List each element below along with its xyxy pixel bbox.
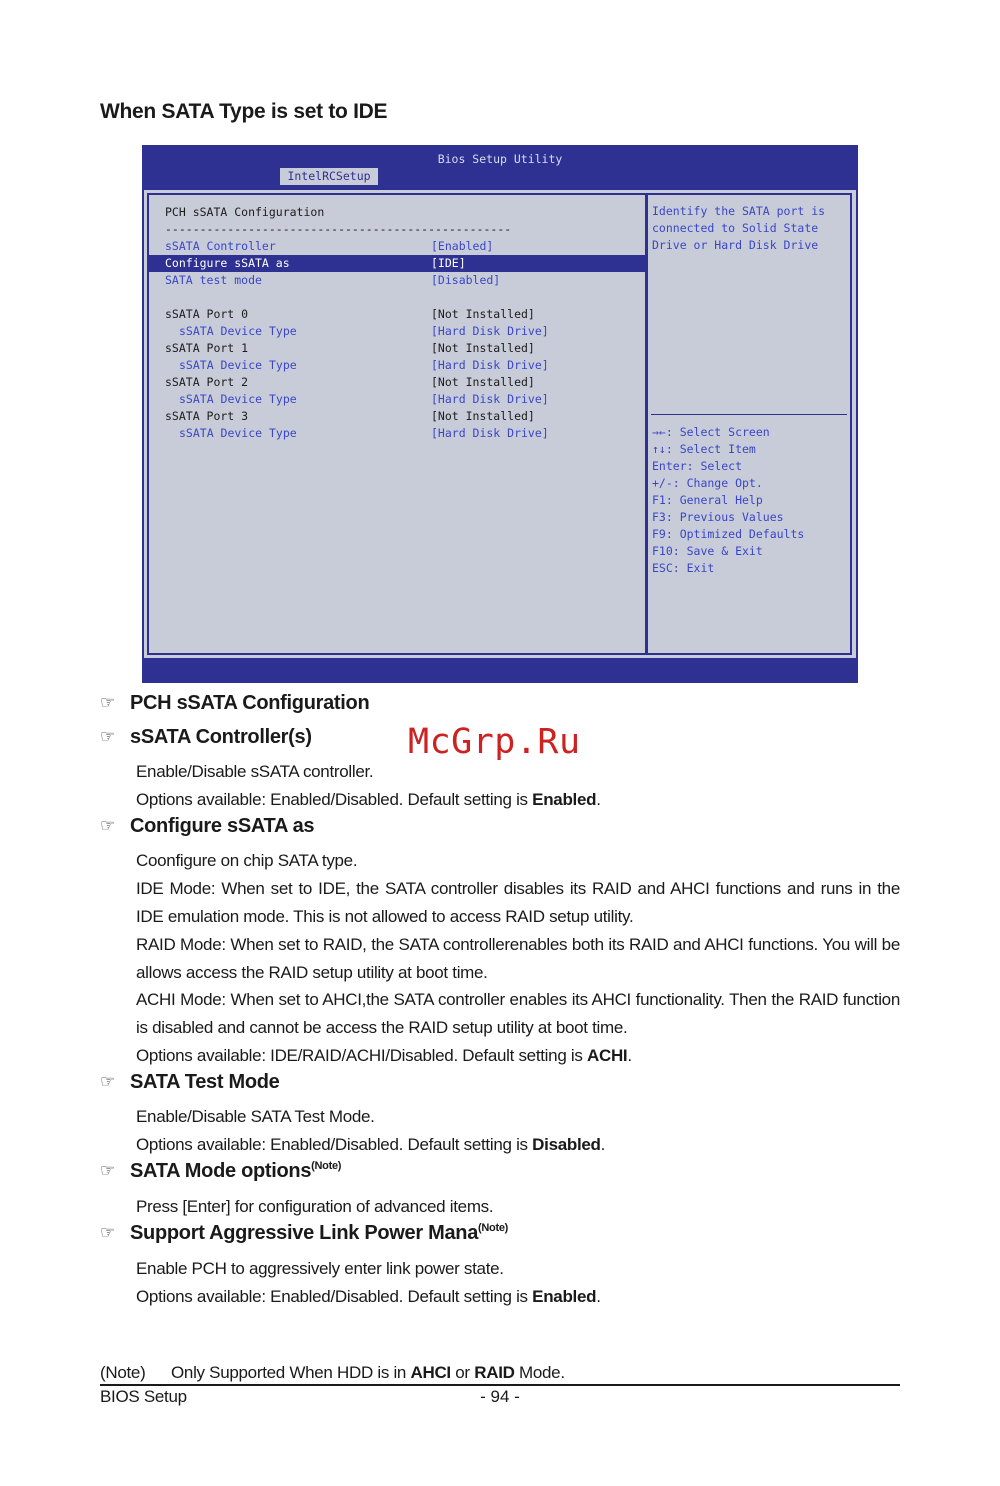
key-hint: ↑↓: Select Item — [652, 442, 756, 456]
section-title: Support Aggressive Link Power Mana — [130, 1222, 479, 1244]
pointing-hand-icon: ☞ — [100, 1072, 115, 1091]
paragraph-raid-mode: RAID Mode: When set to RAID, the SATA controllerenables both its RAID and AHCI functions. You will be allows access the RAID setup utility at boot time. — [136, 935, 900, 982]
footnote: (Note) Only Supported When HDD is in AHCI or RAID Mode. — [100, 1363, 565, 1382]
watermark: McGrp.Ru — [408, 722, 581, 762]
port-1-status: [Not Installed] — [431, 341, 535, 355]
key-hint: F10: Save & Exit — [652, 544, 763, 558]
footer-rule — [100, 1384, 900, 1386]
bios-settings-pane — [147, 193, 647, 655]
bios-footer-bar — [142, 661, 858, 683]
bios-title: Bios Setup Utility — [437, 152, 563, 166]
paragraph: Options available: Enabled/Disabled. Default setting is Disabled. — [136, 1135, 606, 1154]
port-2-status: [Not Installed] — [431, 375, 535, 389]
help-text-line: Drive or Hard Disk Drive — [652, 238, 819, 252]
paragraph-ide-mode: IDE Mode: When set to IDE, the SATA controller disables its RAID and AHCI functions and runs in the IDE emulation mode. This is not allowed to access RAID setup utility. — [136, 879, 900, 926]
paragraph: Coonfigure on chip SATA type. — [136, 851, 358, 870]
port-1-device-label[interactable]: sSATA Device Type — [179, 358, 297, 372]
port-0-device-label[interactable]: sSATA Device Type — [179, 324, 297, 338]
bios-main-panel — [144, 190, 856, 658]
port-2-label: sSATA Port 2 — [165, 375, 249, 389]
configure-ssata-label[interactable]: Configure sSATA as — [165, 256, 290, 270]
port-3-status: [Not Installed] — [431, 409, 535, 423]
bios-screenshot — [142, 145, 858, 683]
port-1-label: sSATA Port 1 — [165, 341, 249, 355]
help-text-line: Identify the SATA port is — [652, 204, 826, 218]
key-hint: Enter: Select — [652, 459, 743, 473]
pointing-hand-icon: ☞ — [100, 816, 115, 835]
sata-test-mode-value[interactable]: [Disabled] — [431, 273, 501, 287]
section-aggressive-link-power — [100, 1222, 508, 1245]
paragraph-achi-mode: ACHI Mode: When set to AHCI,the SATA controller enables its AHCI functionality. Then the RAID function is disabled and cannot be access the RAID setup utility at boot time. — [136, 990, 900, 1037]
section-title: sSATA Controller(s) — [130, 726, 312, 748]
key-hint: +/-: Change Opt. — [652, 476, 763, 490]
port-3-device-value[interactable]: [Hard Disk Drive] — [431, 426, 549, 440]
paragraph: Enable PCH to aggressively enter link power state. — [136, 1259, 504, 1278]
port-0-label: sSATA Port 0 — [165, 307, 249, 321]
port-2-device-label[interactable]: sSATA Device Type — [179, 392, 297, 406]
bios-help-pane — [646, 193, 852, 655]
paragraph: Enable/Disable sSATA controller. — [136, 762, 374, 781]
page-heading: When SATA Type is set to IDE — [100, 100, 388, 123]
section-sata-mode-options — [100, 1160, 341, 1183]
help-divider — [651, 414, 847, 415]
section-pch-ssata — [100, 692, 369, 715]
port-1-device-value[interactable]: [Hard Disk Drive] — [431, 358, 549, 372]
paragraph: Options available: Enabled/Disabled. Default setting is Enabled. — [136, 790, 601, 809]
paragraph: Enable/Disable SATA Test Mode. — [136, 1107, 375, 1126]
port-0-status: [Not Installed] — [431, 307, 535, 321]
note-superscript: (Note) — [478, 1222, 509, 1234]
key-hint: F3: Previous Values — [652, 510, 784, 524]
help-text-line: connected to Solid State — [652, 221, 819, 235]
pointing-hand-icon: ☞ — [100, 1223, 115, 1242]
sata-test-mode-label[interactable]: SATA test mode — [165, 273, 262, 287]
bios-section-title: PCH sSATA Configuration — [165, 205, 325, 219]
port-2-device-value[interactable]: [Hard Disk Drive] — [431, 392, 549, 406]
note-superscript: (Note) — [311, 1160, 342, 1172]
footer-section-name: BIOS Setup — [100, 1387, 187, 1406]
key-hint: →←: Select Screen — [652, 425, 770, 439]
paragraph: Options available: IDE/RAID/ACHI/Disabled. Default setting is ACHI. — [136, 1046, 632, 1065]
section-title: SATA Mode options — [130, 1160, 312, 1182]
section-title: SATA Test Mode — [130, 1071, 280, 1093]
pointing-hand-icon: ☞ — [100, 727, 115, 746]
key-hint: ESC: Exit — [652, 561, 715, 575]
pointing-hand-icon: ☞ — [100, 693, 115, 712]
port-3-label: sSATA Port 3 — [165, 409, 249, 423]
section-title: PCH sSATA Configuration — [130, 692, 370, 714]
key-hint: F1: General Help — [652, 493, 763, 507]
section-ssata-controller — [100, 726, 312, 749]
section-configure-ssata — [100, 815, 314, 838]
paragraph: Options available: Enabled/Disabled. Default setting is Enabled. — [136, 1287, 601, 1306]
key-hint: F9: Optimized Defaults — [652, 527, 805, 541]
ssata-controller-value[interactable]: [Enabled] — [431, 239, 494, 253]
section-sata-test-mode — [100, 1071, 280, 1094]
section-title: Configure sSATA as — [130, 815, 315, 837]
paragraph: Press [Enter] for configuration of advanced items. — [136, 1197, 494, 1216]
configure-ssata-value[interactable]: [IDE] — [431, 256, 466, 270]
pointing-hand-icon: ☞ — [100, 1161, 115, 1180]
port-3-device-label[interactable]: sSATA Device Type — [179, 426, 297, 440]
footnote-tag: (Note) — [100, 1363, 146, 1382]
bios-tab[interactable]: IntelRCSetup — [280, 168, 378, 185]
bios-separator: -------------------------------------------------- — [165, 222, 512, 236]
ssata-controller-label[interactable]: sSATA Controller — [165, 239, 276, 253]
page-number: - 94 - — [480, 1387, 520, 1406]
port-0-device-value[interactable]: [Hard Disk Drive] — [431, 324, 549, 338]
